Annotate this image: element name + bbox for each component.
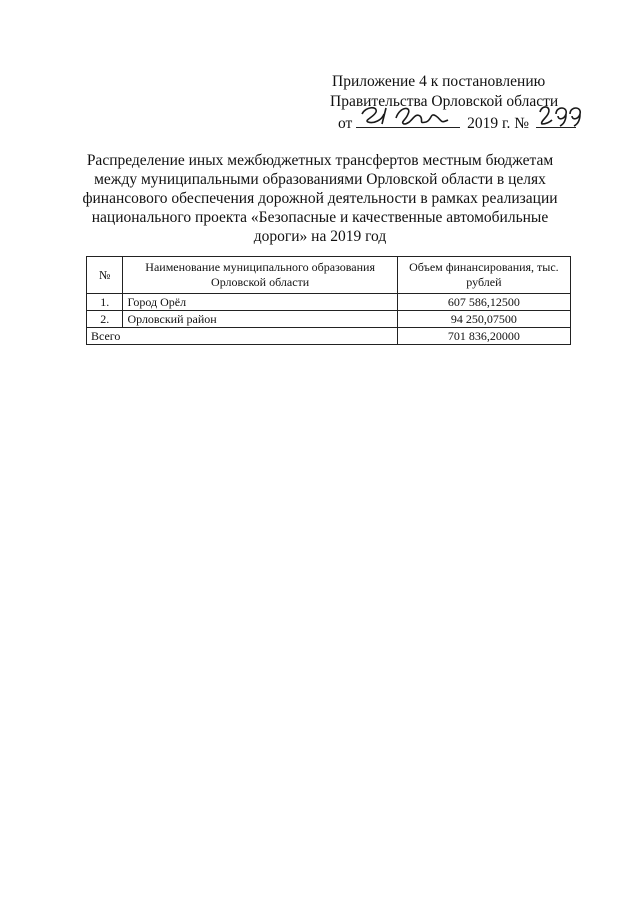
row-number: 1. <box>87 294 123 311</box>
row-name: Город Орёл <box>123 294 397 311</box>
row-amount: 607 586,12500 <box>397 294 570 311</box>
from-label: от <box>338 115 353 132</box>
title-line: финансового обеспечения дорожной деятельности в рамках реализации <box>82 190 558 207</box>
total-label: Всего <box>87 328 398 345</box>
handwritten-date-signature <box>356 102 460 128</box>
annex-line-2: Правительства Орловской области <box>330 93 559 110</box>
header-number: № <box>87 257 123 294</box>
row-name: Орловский район <box>123 311 397 328</box>
title-line: дороги» на 2019 год <box>253 228 387 245</box>
distribution-table <box>86 256 571 345</box>
table-row <box>87 294 571 311</box>
row-number: 2. <box>87 311 123 328</box>
document-title <box>70 151 570 246</box>
title-line: национального проекта «Безопасные и качественные автомобильные <box>91 209 549 226</box>
table-total-row <box>87 328 571 345</box>
table-row <box>87 311 571 328</box>
row-amount: 94 250,07500 <box>397 311 570 328</box>
table-header-row <box>87 257 571 294</box>
header-name: Наименование муниципального образования Орловской области <box>123 257 397 294</box>
handwritten-number-signature <box>536 102 582 128</box>
header-amount: Объем финансирования, тыс. рублей <box>397 257 570 294</box>
annex-line-1: Приложение 4 к постановлению <box>332 73 546 90</box>
title-line: Распределение иных межбюджетных трансфертов местным бюджетам <box>86 152 554 169</box>
total-amount: 701 836,20000 <box>397 328 570 345</box>
title-line: между муниципальными образованиями Орловской области в целях <box>94 171 546 188</box>
annex-header <box>330 72 600 134</box>
year-label: 2019 г. № <box>467 115 530 132</box>
annex-date-line <box>330 112 600 134</box>
handwritten-date <box>356 112 460 134</box>
handwritten-number <box>536 112 576 134</box>
